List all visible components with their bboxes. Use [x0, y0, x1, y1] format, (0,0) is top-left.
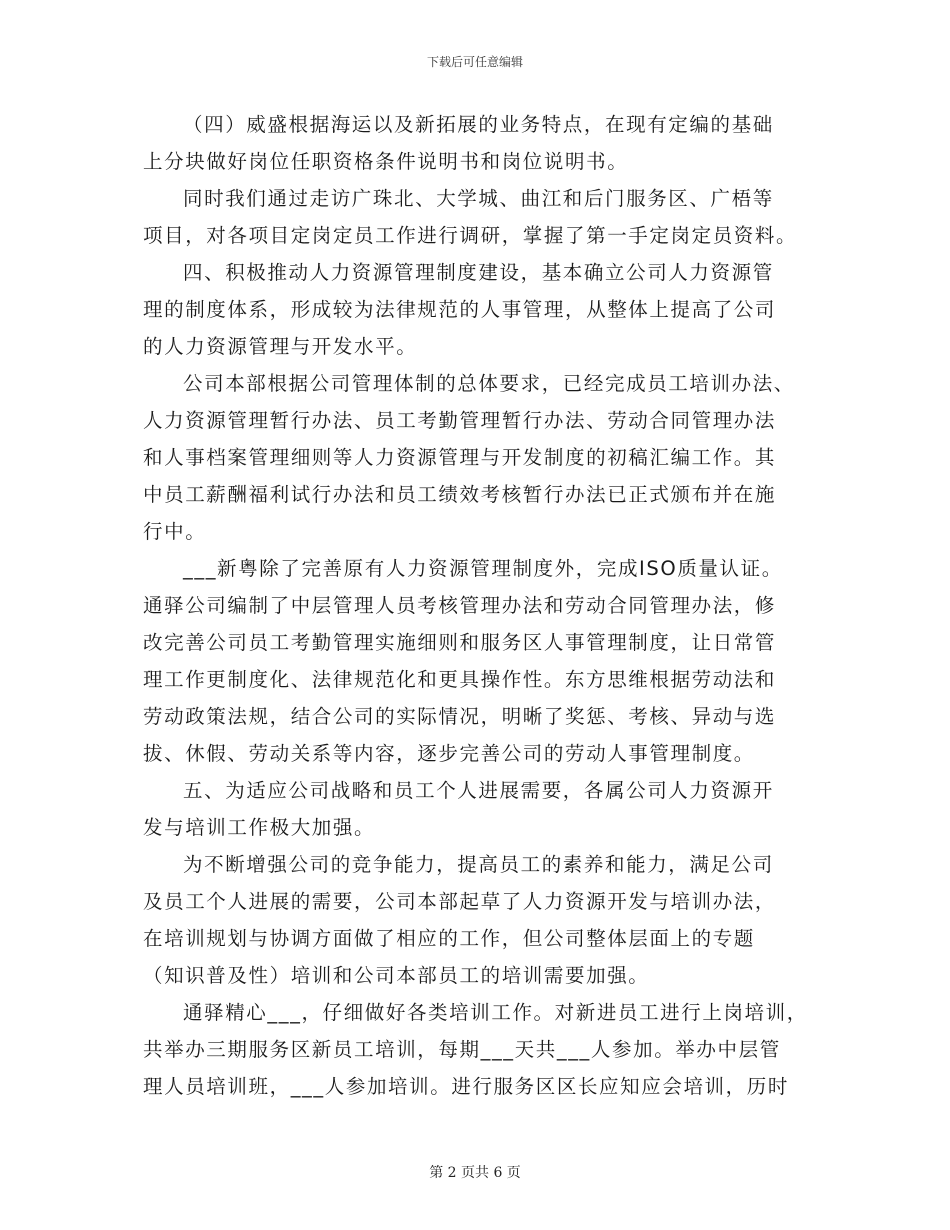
text-line: 改完善公司员工考勤管理实施细则和服务区人事管理制度，让日常管	[143, 631, 777, 654]
text-line: 项目，对各项目定岗定员工作进行调研，掌握了第一手定岗定员资料。	[143, 224, 798, 247]
text-line: 中员工薪酬福利试行办法和员工绩效考核暂行办法已正式颁布并在施	[143, 483, 777, 506]
text-line: 人力资源管理暂行办法、员工考勤管理暂行办法、劳动合同管理办法	[143, 409, 777, 432]
text-line: 劳动政策法规，结合公司的实际情况，明晰了奖惩、考核、异动与选	[143, 705, 777, 728]
text-line: 和人事档案管理细则等人力资源管理与开发制度的初稿汇编工作。其	[143, 446, 777, 469]
text-line: 理人员培训班，___人参加培训。进行服务区区长应知应会培训，历时	[143, 1075, 789, 1098]
text-line: 理的制度体系，形成较为法律规范的人事管理，从整体上提高了公司	[143, 298, 777, 321]
page-number: 第 2 页共 6 页	[429, 1165, 521, 1181]
text-line: 四、积极推动人力资源管理制度建设，基本确立公司人力资源管	[183, 261, 774, 284]
text-line: 通驿精心___，仔细做好各类培训工作。对新进员工进行上岗培训，	[183, 1001, 808, 1024]
text-line: ___新粤除了完善原有人力资源管理制度外，完成ISO质量认证。	[183, 557, 783, 580]
text-line: 及员工个人进展的需要，公司本部起草了人力资源开发与培训办法，	[143, 890, 777, 913]
text-line: 公司本部根据公司管理体制的总体要求，已经完成员工培训办法、	[183, 372, 795, 395]
text-line: 通驿公司编制了中层管理人员考核管理办法和劳动合同管理办法，修	[143, 594, 777, 617]
text-line: 上分块做好岗位任职资格条件说明书和岗位说明书。	[143, 150, 629, 173]
document-body	[143, 106, 833, 1105]
text-line: 五、为适应公司战略和员工个人进展需要，各属公司人力资源开	[183, 779, 774, 802]
text-line: （知识普及性）培训和公司本部员工的培训需要加强。	[143, 964, 650, 987]
text-line: 理工作更制度化、法律规范化和更具操作性。东方思维根据劳动法和	[143, 668, 777, 691]
text-line: （四）威盛根据海运以及新拓展的业务特点，在现有定编的基础	[183, 113, 774, 136]
text-line: 同时我们通过走访广珠北、大学城、曲江和后门服务区、广梧等	[183, 187, 774, 210]
text-line: 拔、休假、劳动关系等内容，逐步完善公司的劳动人事管理制度。	[143, 742, 755, 765]
text-line: 的人力资源管理与开发水平。	[143, 335, 418, 358]
text-line: 为不断增强公司的竞争能力，提高员工的素养和能力，满足公司	[183, 853, 774, 876]
text-line: 行中。	[143, 520, 207, 543]
text-line: 在培训规划与协调方面做了相应的工作，但公司整体层面上的专题	[143, 927, 755, 950]
text-line: 共举办三期服务区新员工培训，每期___天共___人参加。举办中层管	[143, 1038, 781, 1061]
page-header: 下载后可任意编辑	[426, 55, 523, 69]
text-line: 发与培训工作极大加强。	[143, 816, 376, 839]
